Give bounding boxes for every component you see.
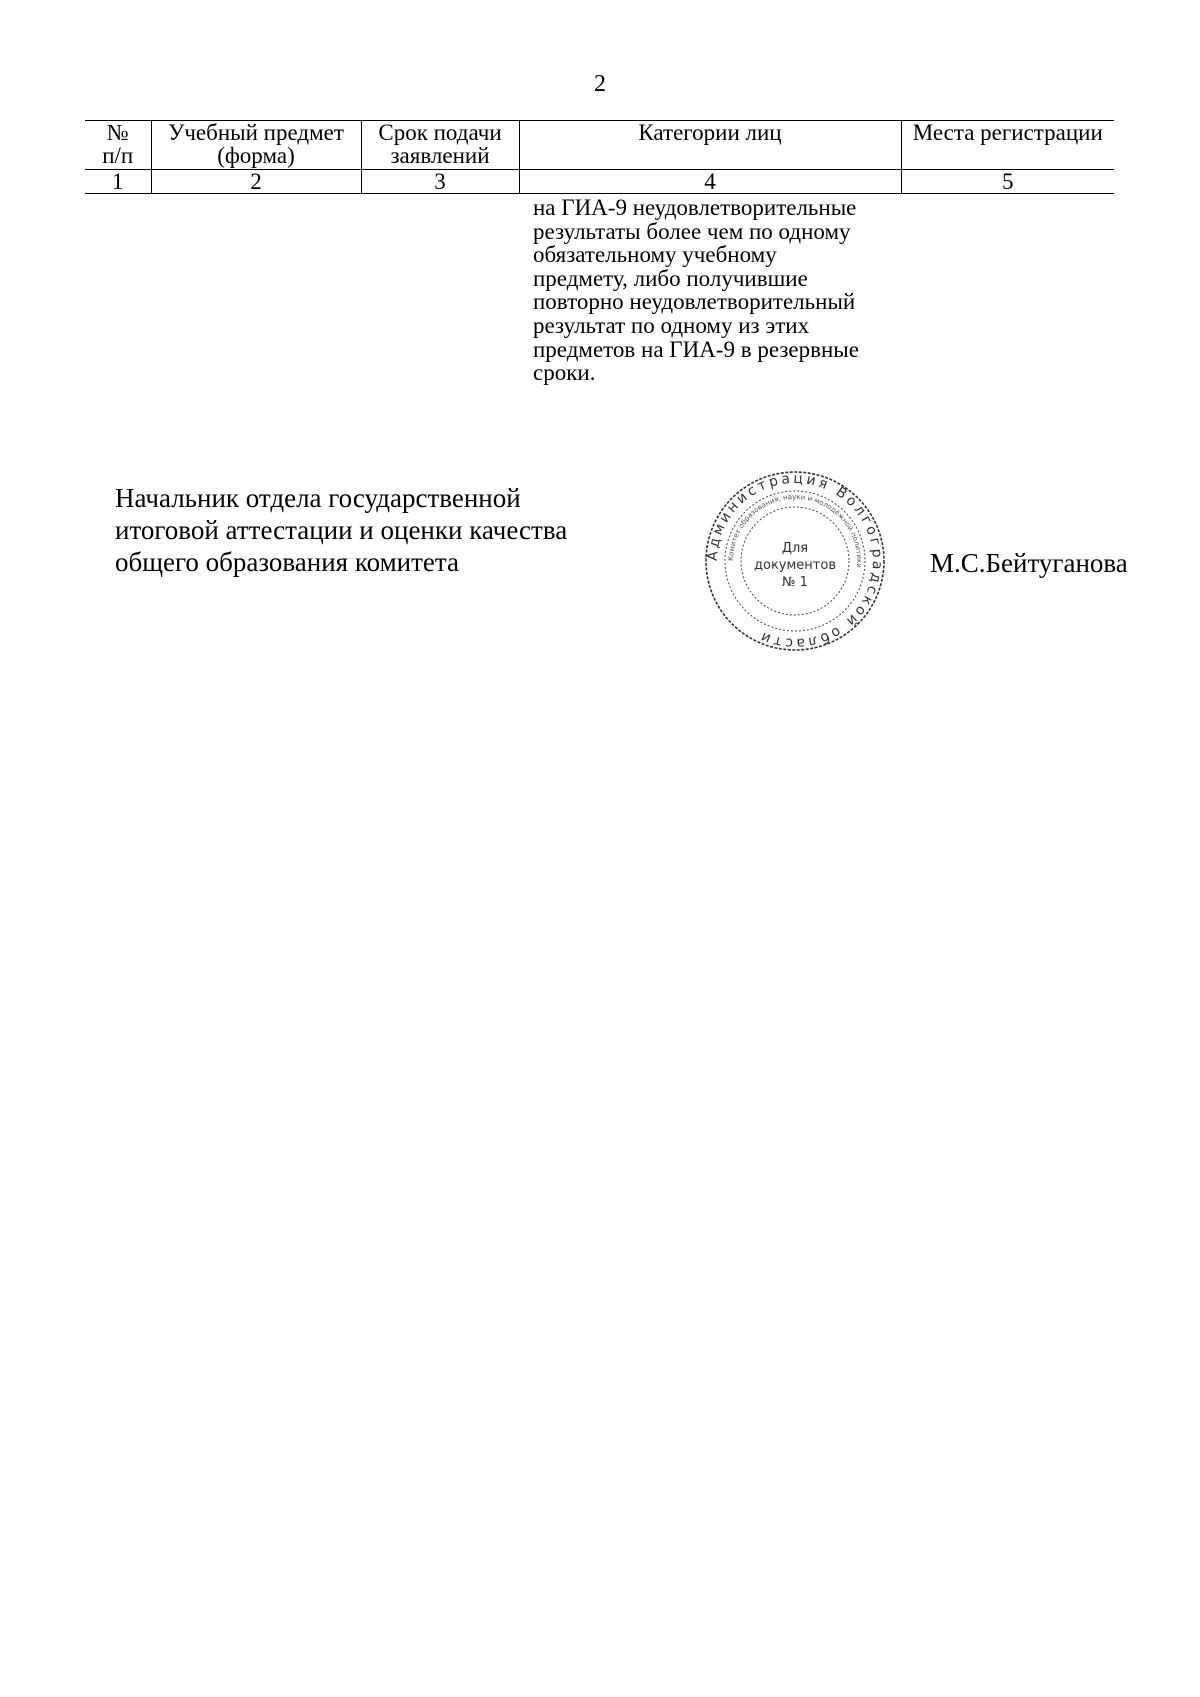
stamp-ring-text: Администрация Волгоградской области [704,470,886,652]
column-number-4: 4 [519,170,901,194]
stamp-center-line-2: документов [754,558,836,573]
header-category: Категории лиц [519,121,901,170]
registration-table [85,120,1114,194]
category-continuation-text: на ГИА-9 неудовлетворительные результаты более чем по одному обязательному учебному предмету, либо получившие повторно неудовлетворительный результат по одному из этих предметов на ГИА-9 в резервные сроки. [533,195,859,386]
column-number-2: 2 [151,170,361,194]
table-header-row [85,121,1114,170]
header-subject: Учебный предмет (форма) [151,121,361,170]
column-number-3: 3 [361,170,519,194]
header-deadline: Срок подачи заявлений [361,121,519,170]
official-stamp [704,470,886,652]
column-number-1: 1 [85,170,151,194]
stamp-center-line-1: Для [781,541,809,556]
header-registration-places: Места регистрации [901,121,1114,170]
page-number: 2 [594,71,606,97]
stamp-center-line-3: № 1 [782,575,808,590]
signatory-name: М.С.Бейтуганова [930,548,1128,578]
column-number-5: 5 [901,170,1114,194]
stamp-inner-ring-text: Комитет образования, науки и молодёжной политики [726,492,864,569]
column-number-row [85,170,1114,194]
header-number: № п/п [85,121,151,170]
signatory-position: Начальник отдела государственной итоговой аттестации и оценки качества общего образования комитета [115,483,568,577]
